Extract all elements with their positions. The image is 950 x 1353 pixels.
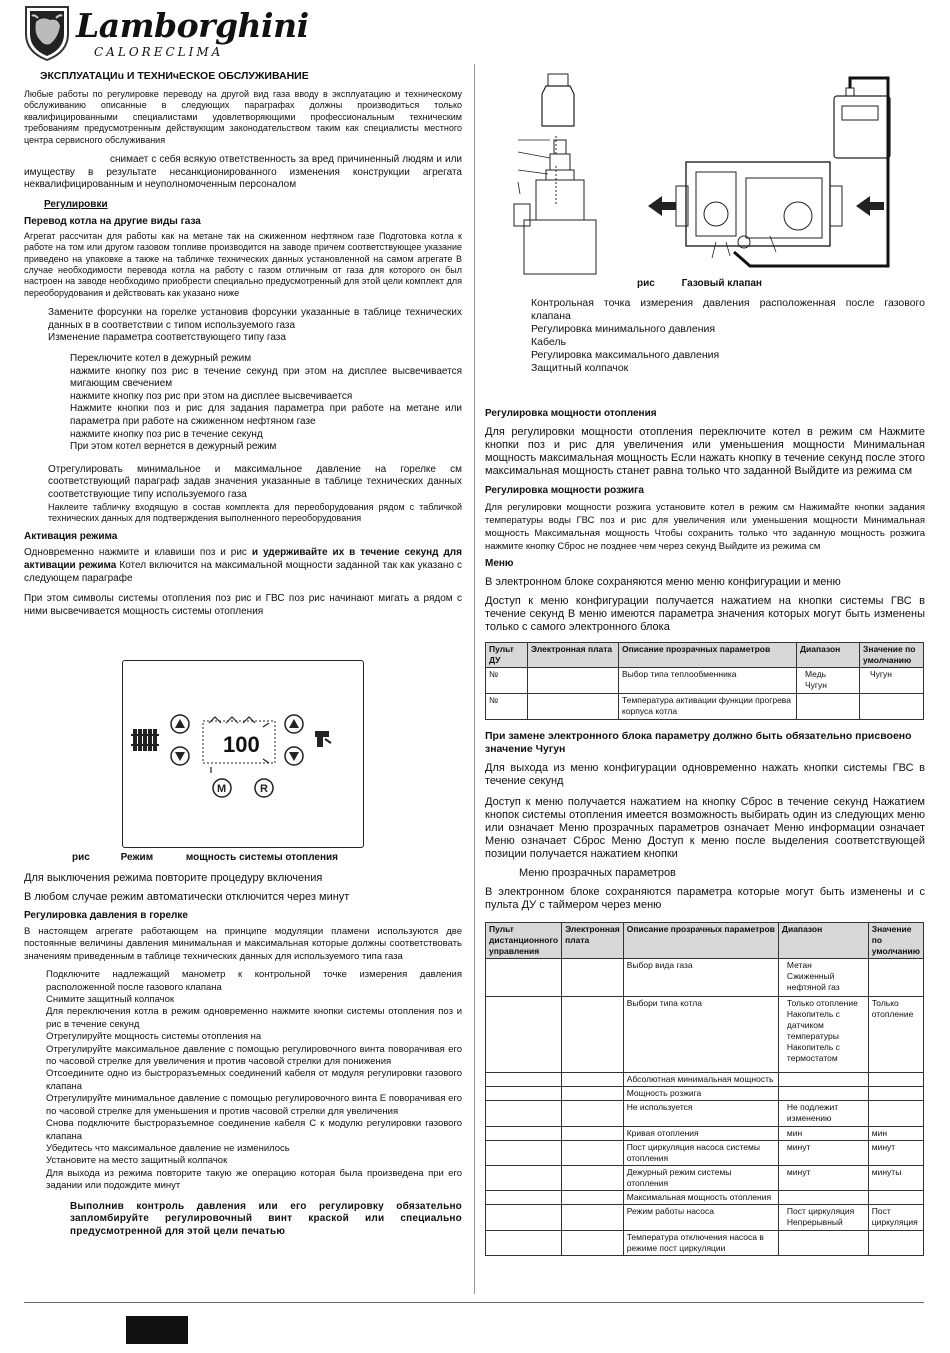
table-cell: минут bbox=[778, 1166, 868, 1191]
section-heating-power: Регулировка мощности отопления bbox=[485, 408, 657, 419]
figure-2-caption bbox=[637, 278, 762, 289]
table-cell: мин bbox=[868, 1127, 923, 1141]
table-row bbox=[486, 1073, 924, 1087]
table-cell bbox=[868, 1101, 923, 1127]
section-ignition: Регулировка мощности розжига bbox=[485, 485, 644, 496]
table-cell: Выбор типа теплообменника bbox=[619, 668, 797, 694]
table-cell bbox=[868, 1231, 923, 1256]
table-cell bbox=[778, 1191, 868, 1205]
dhw-up-button[interactable] bbox=[285, 715, 303, 733]
final-note: Выполнив контроль давления или его регулировку обязательно запломбируйте регулировочный винт краской или специально предусмотренной для этой цели печатью bbox=[70, 1200, 462, 1237]
table-cell: минут bbox=[778, 1141, 868, 1166]
table-cell: Только отопление bbox=[868, 997, 923, 1073]
config-table bbox=[485, 642, 924, 720]
table-header-row bbox=[486, 643, 924, 668]
section-pressure: Регулировка давления в горелке bbox=[24, 910, 188, 921]
table-cell: Выбор вида газа bbox=[623, 959, 778, 997]
substep-press-3: нажмите кнопку поз рис в течение секунд bbox=[70, 428, 263, 440]
table-cell: минуты bbox=[868, 1166, 923, 1191]
table-cell bbox=[868, 1191, 923, 1205]
table-cell bbox=[562, 1205, 624, 1231]
lcd-value: 100 bbox=[223, 732, 260, 757]
table-cell bbox=[486, 1231, 562, 1256]
table-cell bbox=[486, 959, 562, 997]
th-range: Диапазон bbox=[778, 923, 868, 959]
pressure-intro: В настоящем агрегате работающем на принципе модуляции пламени используются две постоянные величины давления минимальная и максимальная которые должны соответствовать значениям приведенным в таблице технических данных для используемого типа газа bbox=[24, 926, 462, 962]
pressure-step: Убедитесь что максимальное давление не изменилось bbox=[46, 1142, 290, 1154]
fig1-desc: мощность системы отопления bbox=[185, 852, 338, 863]
th-description: Описание прозрачных параметров bbox=[623, 923, 778, 959]
table-cell: Температура активации функции прогрева корпуса котла bbox=[619, 694, 797, 720]
table-cell bbox=[868, 1073, 923, 1087]
table-header-row bbox=[486, 923, 924, 959]
table-cell: Не используется bbox=[623, 1101, 778, 1127]
pressure-step: Снимите защитный колпачок bbox=[46, 994, 175, 1006]
table-cell bbox=[868, 959, 923, 997]
table-cell bbox=[562, 1101, 624, 1127]
table-row bbox=[486, 1127, 924, 1141]
activation-text-b: и удерживайте их в течение секунд для активации режима bbox=[24, 547, 462, 571]
table-cell bbox=[562, 1087, 624, 1101]
protective-cap-icon bbox=[542, 74, 574, 126]
table-cell: Метан Сжиженный нефтяной газ bbox=[778, 959, 868, 997]
section-gas-convert: Перевод котла на другие виды газа bbox=[24, 215, 201, 227]
table-row bbox=[486, 1141, 924, 1166]
legend-item: Регулировка максимального давления bbox=[531, 349, 720, 361]
table-cell bbox=[562, 1191, 624, 1205]
activation-text-a: Одновременно нажмите и клавиши поз и рис bbox=[24, 547, 247, 559]
table-row bbox=[486, 694, 924, 720]
section-adjustments: Регулировки bbox=[44, 198, 108, 210]
table-cell bbox=[486, 1127, 562, 1141]
table-cell bbox=[797, 694, 860, 720]
menu-text-2: Доступ к меню конфигурации получается нажатием на кнопки системы ГВС в течение секунд В меню имеются параметра значения которых могут быть изменены только с самого электронного блока bbox=[485, 595, 925, 633]
table-cell: минут bbox=[868, 1141, 923, 1166]
table-cell bbox=[778, 1087, 868, 1101]
pressure-step: Установите на место защитный колпачок bbox=[46, 1155, 228, 1167]
fig2-num: рис bbox=[637, 278, 655, 289]
transparent-params-table bbox=[485, 922, 924, 1256]
pressure-step: Отрегулируйте максимальное давление с помощью регулировочного винта поворачивая его по часовой стрелке для увеличения и против часовой стрелки для понижения bbox=[46, 1043, 462, 1068]
page-title: ЭКСПЛУАТАЦИu И ТЕХНИчЕСКОЕ ОБСЛУЖИВАНИЕ bbox=[40, 70, 309, 82]
activation-text bbox=[24, 547, 462, 585]
sub-brand: CALORECLIMA bbox=[94, 45, 224, 59]
table-cell bbox=[486, 1141, 562, 1166]
table-row bbox=[486, 959, 924, 997]
left-column bbox=[24, 64, 462, 618]
table-row bbox=[486, 1191, 924, 1205]
legend-item: Контрольная точка измерения давления расположенная после газового клапана bbox=[531, 297, 925, 322]
table-row bbox=[486, 1166, 924, 1191]
table-cell: Только отопление Накопитель с датчиком температуры Накопитель с термостатом bbox=[778, 997, 868, 1073]
replace-note: При замене электронного блока параметру должно быть обязательно присвоено значение Чугун bbox=[485, 730, 912, 755]
manometer-icon bbox=[834, 88, 890, 158]
tap-icon bbox=[315, 731, 331, 747]
left-column-lower bbox=[24, 872, 462, 1238]
substep-return: При этом котел вернется в дежурный режим bbox=[70, 441, 277, 453]
table-cell bbox=[562, 1231, 624, 1256]
gas-convert-text: Агрегат рассчитан для работы как на метане так на сжиженном нефтяном газе Подготовка котла к работе на том или другом газовом топливе производится на заводе причем соответствующее указание приведено на упаковке а также на табличке технических данных установленной на самом агрегате В случае необходимости перевода котла на работу с газом отличным от газа для которого он был настроен на заводе необходимо приобрести специально предусмотренный для этой цели комплект для переоборудования и действовать как указано ниже bbox=[24, 230, 462, 298]
table-cell: Медь Чугун bbox=[797, 668, 860, 694]
pressure-step: Снова подключите быстроразъемное соединение кабеля C к модулю регулировки газового клапана bbox=[46, 1118, 462, 1142]
table-cell bbox=[562, 1127, 624, 1141]
th-remote: Пульт дистанционного управления bbox=[486, 923, 562, 959]
table-row bbox=[486, 1231, 924, 1256]
table-row bbox=[486, 997, 924, 1073]
section-menu: Меню bbox=[485, 558, 514, 569]
header bbox=[22, 4, 309, 64]
table-cell bbox=[486, 997, 562, 1073]
table-cell bbox=[486, 1205, 562, 1231]
step-nozzles: Замените форсунки на горелке установив форсунки указанные в таблице технических данных в в соответствии с типом используемого газа bbox=[48, 307, 462, 331]
pressure-test-point-icon bbox=[514, 140, 596, 274]
th-board: Электронная плата bbox=[562, 923, 624, 959]
table-row bbox=[486, 1087, 924, 1101]
auto-off-text: В любом случае режим автоматически отключится через минут bbox=[24, 891, 350, 903]
table-cell: Абсолютная минимальная мощность bbox=[623, 1073, 778, 1087]
ignition-text: Для регулировки мощности розжига установите котел в режим см Нажимайте кнопки задания температуры воды ГВС поз и рис для увеличения или уменьшения мощности Минимальная мощность Максимальная мощность Чтобы сохранить только что заданную мощность розжига нажмите кнопку Сброс не позднее чем через секунд Выйдите из режима см bbox=[485, 502, 925, 552]
fig1-num: рис bbox=[72, 852, 90, 863]
table-cell bbox=[562, 1166, 624, 1191]
intro-text: Любые работы по регулировке переводу на другой вид газа вводу в эксплуатацию и техническому обслуживанию описанные в следующих параграфах должны производиться только квалифицированными специалистами удовлетворяющими профессиональным техническим требованиям предусмотренным действующим законодательством таким как специалисты местного центра сервисного обслуживания bbox=[24, 89, 462, 145]
step-parameter: Изменение параметра соответствующего типу газа bbox=[48, 332, 286, 344]
column-divider bbox=[474, 64, 475, 1294]
pressure-step: Отрегулируйте мощность системы отопления на bbox=[46, 1031, 262, 1043]
table-cell: Режим работы насоса bbox=[623, 1205, 778, 1231]
table-cell: Пост циркуляция bbox=[868, 1205, 923, 1231]
table-cell bbox=[486, 1166, 562, 1191]
activation-text-2: При этом символы системы отопления поз рис и ГВС поз рис начинают мигать а рядом с ними высвечивается мощность системы отопления bbox=[24, 593, 462, 617]
table-cell bbox=[486, 1101, 562, 1127]
table-cell bbox=[528, 668, 619, 694]
mode-button[interactable] bbox=[213, 779, 231, 797]
substep-press-2: нажмите кнопку поз рис при этом на дисплее высвечивается bbox=[70, 390, 353, 402]
transparent-params-body bbox=[486, 959, 924, 1256]
table-cell: мин bbox=[778, 1127, 868, 1141]
pressure-step: Отрегулируйте минимальное давление с помощью регулировочного винта E поворачивая его по часовой стрелке для уменьшения и против часовой стрелки для увеличения bbox=[46, 1093, 462, 1117]
menu-access-text: Доступ к меню получается нажатием на кнопку Сброс в течение секунд Нажатием кнопок системы отопления имеется возможность выбирать один из следующих меню или означает Меню прозрачных параметров означает Меню информации означает Меню означает Сброс Меню Доступ к меню после выделения соответствующей позиции получается нажатием кнопки bbox=[485, 796, 925, 860]
radiator-icon bbox=[131, 729, 159, 751]
transparent-menu-text: В электронном блоке сохраняются параметра которые могут быть изменены и с пульта ДУ с таймером через меню bbox=[485, 886, 925, 911]
pressure-steps bbox=[24, 969, 462, 1192]
activation-text-c: Котел включится на максимальной мощности заданной так как указано с следующем параграфе bbox=[24, 559, 462, 584]
substep-press-1: нажмите кнопку поз рис в течение секунд при этом на дисплее высвечивается мигающим свечением bbox=[70, 365, 462, 390]
table-cell bbox=[778, 1073, 868, 1087]
heating-power-text: Для регулировки мощности отопления переключите котел в режим см Нажмите кнопки поз и рис для увеличения или уменьшения мощности Минимальная мощность максимальная мощность Если нажать кнопку в течение секунд после этого максимальная мощность станет равна только что заданной Выйдите из режима см bbox=[485, 426, 925, 477]
th-remote: Пульт ДУ bbox=[486, 643, 528, 668]
gas-flow-arrow-right-icon bbox=[856, 196, 884, 216]
heating-down-button[interactable] bbox=[171, 747, 189, 765]
section-activation: Активация режима bbox=[24, 531, 118, 543]
table-cell bbox=[486, 1073, 562, 1087]
substep-set-param: Нажмите кнопки поз и рис для задания параметра при работе на метане или параметра при работе на сжиженном нефтяном газе bbox=[70, 403, 462, 427]
substep-standby: Переключите котел в дежурный режим bbox=[70, 353, 252, 365]
th-default: Значение по умолчанию bbox=[868, 923, 923, 959]
gas-valve-icon bbox=[676, 162, 842, 248]
off-text: Для выключения режима повторите процедуру включения bbox=[24, 872, 323, 884]
table-cell: Не подлежит изменению bbox=[778, 1101, 868, 1127]
gas-valve-figure bbox=[490, 66, 930, 278]
table-cell bbox=[778, 1231, 868, 1256]
page-number-block bbox=[126, 1316, 188, 1344]
control-panel-figure bbox=[122, 660, 364, 848]
table-cell: Чугун bbox=[860, 668, 924, 694]
table-cell bbox=[562, 1141, 624, 1166]
th-board: Электронная плата bbox=[528, 643, 619, 668]
legend-item: Регулировка минимального давления bbox=[531, 323, 716, 335]
th-default: Значение по умолчанию bbox=[860, 643, 924, 668]
table-cell: № bbox=[486, 694, 528, 720]
table-cell: Выбори типа котла bbox=[623, 997, 778, 1073]
th-description: Описание прозрачных параметров bbox=[619, 643, 797, 668]
th-range: Диапазон bbox=[797, 643, 860, 668]
table-cell: Пост циркуляция Непрерывный bbox=[778, 1205, 868, 1231]
table-cell bbox=[486, 1191, 562, 1205]
table-cell bbox=[562, 997, 624, 1073]
step-pressure: Отрегулировать минимальное и максимальное давление на горелке см соответствующий параграф задав значения указанные в таблице технических данных соответствующие типу используемого газа bbox=[48, 463, 462, 500]
svg-text:M: M bbox=[217, 783, 227, 795]
table-cell bbox=[562, 1073, 624, 1087]
dhw-down-button[interactable] bbox=[285, 747, 303, 765]
table-cell bbox=[486, 1087, 562, 1101]
transparent-menu-title: Меню прозрачных параметров bbox=[519, 867, 676, 879]
legend-item: Защитный колпачок bbox=[531, 362, 629, 374]
table-row bbox=[486, 1205, 924, 1231]
table-cell bbox=[562, 959, 624, 997]
table-cell: Дежурный режим системы отопления bbox=[623, 1166, 778, 1191]
heating-up-button[interactable] bbox=[171, 715, 189, 733]
table-cell: Мощность розжига bbox=[623, 1087, 778, 1101]
figure-1-caption bbox=[72, 852, 338, 863]
fig2-legend bbox=[531, 297, 925, 375]
fig2-title: Газовый клапан bbox=[681, 278, 762, 289]
brand-logo: Lamborghini bbox=[76, 6, 309, 45]
table-cell: Температура отключения насоса в режиме пост циркуляции bbox=[623, 1231, 778, 1256]
table-cell bbox=[860, 694, 924, 720]
reset-button[interactable] bbox=[255, 779, 273, 797]
bull-shield-logo-icon bbox=[22, 4, 72, 62]
menu-text-1: В электронном блоке сохраняются меню меню конфигурации и меню bbox=[485, 576, 841, 588]
pressure-step: Подключите надлежащий манометр к контрольной точке измерения давления расположенной после газового клапана bbox=[46, 969, 462, 993]
table-cell bbox=[868, 1087, 923, 1101]
svg-text:R: R bbox=[260, 783, 268, 795]
fig1-mode: Режим bbox=[120, 852, 154, 863]
table-row bbox=[486, 668, 924, 694]
table-row bbox=[486, 1101, 924, 1127]
table-cell: № bbox=[486, 668, 528, 694]
table-cell bbox=[528, 694, 619, 720]
menu-exit-text: Для выхода из меню конфигурации одновременно нажать кнопки системы ГВС в течение секунд bbox=[485, 762, 925, 787]
pressure-step: Отсоедините одно из быстроразъемных соединений кабеля от модуля регулировки газового клапана bbox=[46, 1068, 462, 1092]
table-cell: Пост циркуляция насоса системы отопления bbox=[623, 1141, 778, 1166]
footer-rule bbox=[24, 1302, 924, 1303]
table-cell: Максимальная мощность отопления bbox=[623, 1191, 778, 1205]
pressure-step: Для переключения котла в режим одновременно нажмите кнопки системы отопления поз и рис в течение секунд bbox=[46, 1006, 462, 1030]
pressure-step: Для выхода из режима повторите такую же операцию которая была произведена при его задании или подождите минут bbox=[46, 1167, 462, 1192]
gas-flow-arrow-left-icon bbox=[648, 196, 676, 216]
step-label: Наклеите табличку входящую в состав комплекта для переоборудования рядом с табличкой технических данных для подтверждения выполненного переоборудования bbox=[48, 501, 462, 523]
disclaimer-text: снимает с себя всякую ответственность за вред причиненный людям и или имуществу в результате несанкционированного изменения конструкции агрегата неквалифицированным и неуполномоченным персоналом bbox=[24, 154, 462, 191]
right-column bbox=[485, 407, 925, 1256]
legend-item: Кабель bbox=[531, 336, 566, 348]
table-cell: Кривая отопления bbox=[623, 1127, 778, 1141]
